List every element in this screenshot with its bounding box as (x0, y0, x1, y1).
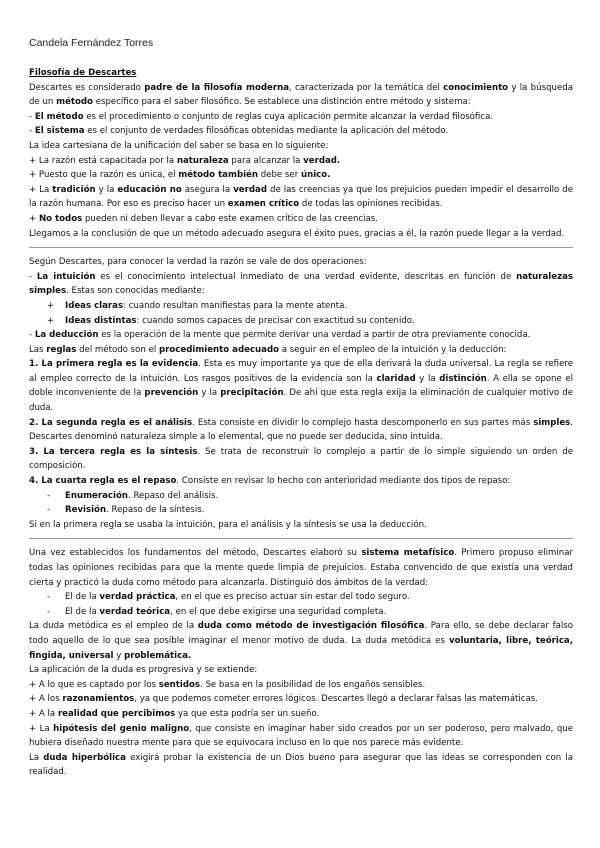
dash-item (29, 489, 573, 504)
text-run: Una vez establecidos los fundamentos del método, Descartes elaboró su (29, 548, 362, 559)
text-run: + A los (29, 694, 63, 705)
bold-run: procedimiento adecuado (159, 344, 280, 355)
text-run: Descartes es considerado (29, 82, 145, 93)
bold-run: examen crítico (227, 199, 300, 210)
paragraph (29, 518, 573, 533)
dash-bullet-icon: - (47, 592, 51, 603)
text-run: es el procedimiento o conjunto de reglas cuya aplicación permite alcanzar la verdad filosófica. (83, 111, 494, 122)
text-run: del método son el (76, 344, 159, 355)
text-run: y (113, 650, 125, 661)
bold-run: problemática. (124, 650, 192, 661)
bold-run: La deducción (34, 330, 99, 341)
list-item (29, 678, 573, 693)
bold-run: claridad (376, 373, 416, 384)
bullet-item (29, 299, 573, 314)
bold-run: método también (178, 170, 258, 181)
bullet-text (65, 301, 347, 311)
bold-run: razonamientos (62, 694, 135, 705)
text-run: , que consiste en imaginar haber sido creados por un ser poderoso, pero malvado, que hubiera diseñado nuestra mente para que se equivocara incluso en lo que nos parece más evidente. (29, 723, 574, 749)
text-run: . Esta consiste en dividir lo complejo hasta descomponerlo en sus partes más (192, 417, 534, 428)
list-item (29, 722, 573, 751)
bold-run: duda como método de investigación filosófica (197, 621, 425, 632)
bold-run: Ideas claras (65, 300, 124, 311)
bold-run: conocimiento (443, 82, 509, 93)
text-run: La aplicación de la duda es progresiva y se extiende: (29, 665, 258, 676)
paragraph (29, 546, 573, 590)
bold-run: verdad. (303, 155, 341, 166)
text-run: de todas las opiniones recibidas. (299, 199, 443, 210)
bold-run: sistema metafísico (361, 548, 455, 559)
text-run: y la (415, 373, 440, 384)
dash-text (65, 607, 386, 617)
section-divider (29, 247, 573, 248)
paragraph (29, 270, 573, 299)
text-run: - (29, 330, 35, 341)
list-item (29, 154, 573, 169)
text-run: . Consiste en revisar lo hecho con anterioridad mediante dos tipos de repaso: (176, 476, 511, 487)
paragraph (29, 619, 573, 663)
section-title: Filosofía de Descartes (29, 68, 137, 78)
paragraph (29, 663, 573, 678)
bold-run: Revisión (65, 505, 107, 516)
dash-item (29, 590, 573, 605)
list-item (29, 168, 573, 183)
text-run: . Estas son conocidas mediante: (66, 286, 205, 297)
paragraph (29, 751, 573, 780)
bold-run: método (56, 97, 93, 108)
text-run: Si en la primera regla se usaba la intuición, para el análisis y la síntesis se usa la deducción. (29, 519, 427, 530)
bold-run: Ideas distintas (65, 315, 137, 326)
text-run: , caracterizada por la temática del (289, 82, 444, 93)
text-run: La idea cartesiana de la unificación del saber se basa en lo siguiente: (29, 140, 329, 151)
text-run: + A la (29, 708, 58, 719)
text-run: debe ser (257, 170, 301, 181)
text-run: , ya que podemos cometer errores lógicos. Descartes llegó a declarar falsas las matemáticas. (134, 694, 538, 705)
text-run: , en el que debe exigirse una seguridad completa. (170, 606, 387, 617)
text-run: El de la (65, 592, 100, 603)
text-run: . Descartes denominó naturaleza simple a lo elemental, que no puede ser deducida, sino intuida. (29, 417, 574, 443)
rule-item (29, 416, 573, 445)
bold-run: hipótesis del genio maligno (53, 723, 190, 734)
text-run: + A lo que es captado por los (29, 679, 159, 690)
bold-run: 4. La cuarta regla es el repaso (29, 476, 177, 487)
text-run: . A ella se opone el doble inconveniente de la (29, 373, 573, 399)
plus-bullet-icon: + (47, 300, 55, 311)
bold-run: verdad teórica (99, 606, 171, 617)
text-run: ya que esta podría ser un sueño. (175, 708, 320, 719)
text-run: + La (29, 723, 54, 734)
bold-run: 1. La primera regla es la evidencia (29, 359, 199, 370)
text-run: Llegamos a la conclusión de que un método adecuado asegura el éxito pues, gracias a él, la razón puede llegar a la verdad. (29, 228, 565, 239)
dash-text (65, 592, 410, 602)
rule-item (29, 357, 573, 415)
bold-run: voluntaria, libre, teórica, fingida, universal (29, 635, 573, 661)
dash-bullet-icon: - (47, 606, 51, 617)
text-run: para alcanzar la (228, 155, 304, 166)
text-run: . Repaso del análisis. (128, 490, 219, 501)
text-run: de las creencias ya que los prejuicios pueden impedir el desarrollo de la razón humana. Por eso es preciso hacer un (29, 184, 573, 210)
bold-run: padre de la filosofía moderna (144, 82, 290, 93)
text-run: La duda metódica es el empleo de la (29, 621, 198, 632)
text-run: Según Descartes, para conocer la verdad la razón se vale de dos operaciones: (29, 257, 367, 268)
bold-run: distinción (439, 373, 487, 384)
dash-text (65, 491, 218, 501)
bold-run: tradición (52, 184, 96, 195)
rule-item (29, 445, 573, 474)
text-run: El de la (65, 606, 100, 617)
text-run: específico para el saber filosófico. Se establece una distinción entre método y sistema: (92, 97, 471, 108)
text-run: . Se trata de reconstruir lo complejo a partir de lo simple siguiendo un orden de composición. (29, 446, 573, 472)
document-body (29, 66, 573, 780)
text-run: : cuando somos capaces de precisar con exactitud su contenido. (136, 315, 415, 326)
text-run: , en el que es preciso actuar sin estar del todo seguro. (175, 592, 410, 603)
dash-item (29, 605, 573, 620)
text-run: asegura la (181, 184, 234, 195)
paragraph (29, 328, 573, 343)
text-run: La (29, 752, 44, 763)
text-run: . Para ello, se debe declarar falso todo aquello de lo que sea posible imaginar el menor motivo de duda. La duda metódica es (29, 621, 573, 646)
list-item (29, 707, 573, 722)
paragraph (29, 124, 573, 139)
bold-run: único. (300, 170, 331, 181)
text-run: exigirá probar la existencia de un Dios bueno para asegurar que las ideas se corresponden con la realidad. (29, 752, 573, 778)
bullet-text (65, 316, 415, 326)
bold-run: educación no (117, 184, 182, 195)
text-run: . Primero propuso eliminar todas las opiniones recibidas para que la mente quede limpia de prejuicios. Estaba convencido de que existía una verdad cierta y practicó la duda como método para alcanzarla. Distinguió dos ámbitos de la verdad: (29, 548, 573, 588)
bold-run: El sistema (34, 126, 85, 137)
text-run: es la operación de la mente que permite derivar una verdad a partir de otra previamente conocida. (98, 330, 531, 341)
bold-run: 2. La segunda regla es el análisis (29, 417, 193, 428)
bold-run: No todos (38, 213, 83, 224)
bold-run: precipitación (220, 388, 284, 399)
text-run: . De ahí que esta regla exija la eliminación de cualquier motivo de duda. (29, 388, 574, 414)
text-run: - (29, 271, 37, 282)
plus-bullet-icon: + (47, 315, 55, 326)
dash-bullet-icon: - (47, 490, 51, 501)
text-run: - (29, 111, 35, 122)
list-item (29, 212, 573, 227)
rule-item (29, 474, 573, 489)
text-run: es el conocimiento intelectual inmediato de una verdad evidente, descritas en función de (95, 271, 517, 282)
author-name: Candela Fernández Torres (29, 37, 154, 49)
section-divider (29, 538, 573, 539)
bold-run: El método (34, 111, 84, 122)
text-run: + Puesto que la razón es única, el (29, 170, 179, 181)
bold-run: 3. La tercera regla es la síntesis (29, 446, 198, 457)
paragraph (29, 81, 573, 110)
text-run: y la (95, 184, 118, 195)
text-run: y la búsqueda de un (29, 82, 573, 108)
text-run: + La razón está capacitada por la (29, 155, 177, 166)
text-run: + La (29, 184, 53, 195)
bullet-item (29, 314, 573, 329)
text-run: : cuando resultan manifiestas para la mente atenta. (123, 300, 348, 311)
paragraph (29, 139, 573, 154)
bold-run: verdad práctica (99, 592, 176, 603)
bold-run: reglas (46, 344, 77, 355)
text-run: a seguir en el empleo de la intuición y la deducción: (279, 344, 507, 355)
bold-run: naturalezas simples (29, 271, 573, 297)
bold-run: Enumeración (65, 490, 128, 501)
dash-item (29, 503, 573, 518)
text-run: . Se basa en la posibilidad de los engaños sensibles. (200, 679, 426, 690)
text-run: - (29, 126, 35, 137)
text-run: . Repaso de la síntesis. (106, 505, 205, 516)
paragraph (29, 343, 573, 358)
text-run: es el conjunto de verdades filosóficas obtenidas mediante la aplicación del método. (84, 126, 449, 137)
bold-run: simples (533, 417, 571, 428)
text-run: . Esta es muy importante ya que de ella derivará la duda universal. La regla se refiere al empleo correcto de la intuición. Los rasgos positivos de la evidencia son la (29, 359, 573, 384)
list-item (29, 183, 573, 212)
text-run: pueden ni deben llevar a cabo este examen crítico de las creencias. (82, 213, 379, 224)
bold-run: prevención (144, 388, 199, 399)
dash-bullet-icon: - (47, 505, 51, 516)
paragraph (29, 110, 573, 125)
list-item (29, 692, 573, 707)
bold-run: realidad que percibimos (57, 708, 176, 719)
bold-run: naturaleza (176, 155, 229, 166)
bold-run: verdad (233, 184, 267, 195)
bold-run: sentidos (158, 679, 200, 690)
bold-run: duda hiperbólica (43, 752, 126, 763)
text-run: + (29, 213, 39, 224)
dash-text (65, 505, 205, 515)
text-run: Las (29, 344, 47, 355)
text-run: y la (198, 388, 221, 399)
bold-run: La intuición (36, 271, 96, 282)
paragraph (29, 227, 573, 242)
paragraph (29, 255, 573, 270)
